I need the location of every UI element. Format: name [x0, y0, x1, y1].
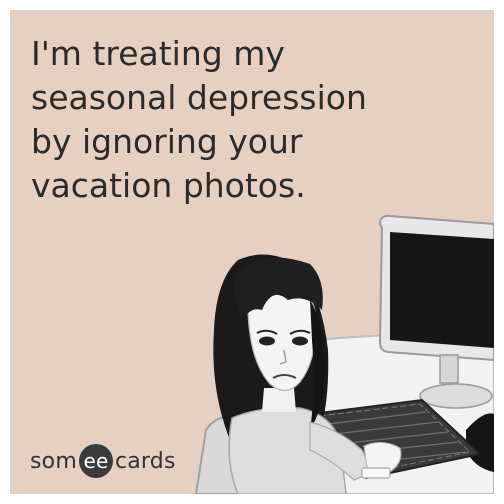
logo-cards: cards	[114, 448, 176, 474]
caption-line-3: by ignoring your	[31, 122, 303, 161]
logo-some: som	[30, 448, 77, 474]
caption-line-4: vacation photos.	[31, 166, 306, 205]
caption-line-1: I'm treating my	[31, 34, 285, 73]
illustration	[10, 10, 494, 494]
someecards-logo	[30, 441, 176, 481]
caption-line-2: seasonal depression	[31, 78, 367, 117]
logo-ee-badge: ee	[79, 444, 113, 478]
ecard	[10, 10, 494, 494]
